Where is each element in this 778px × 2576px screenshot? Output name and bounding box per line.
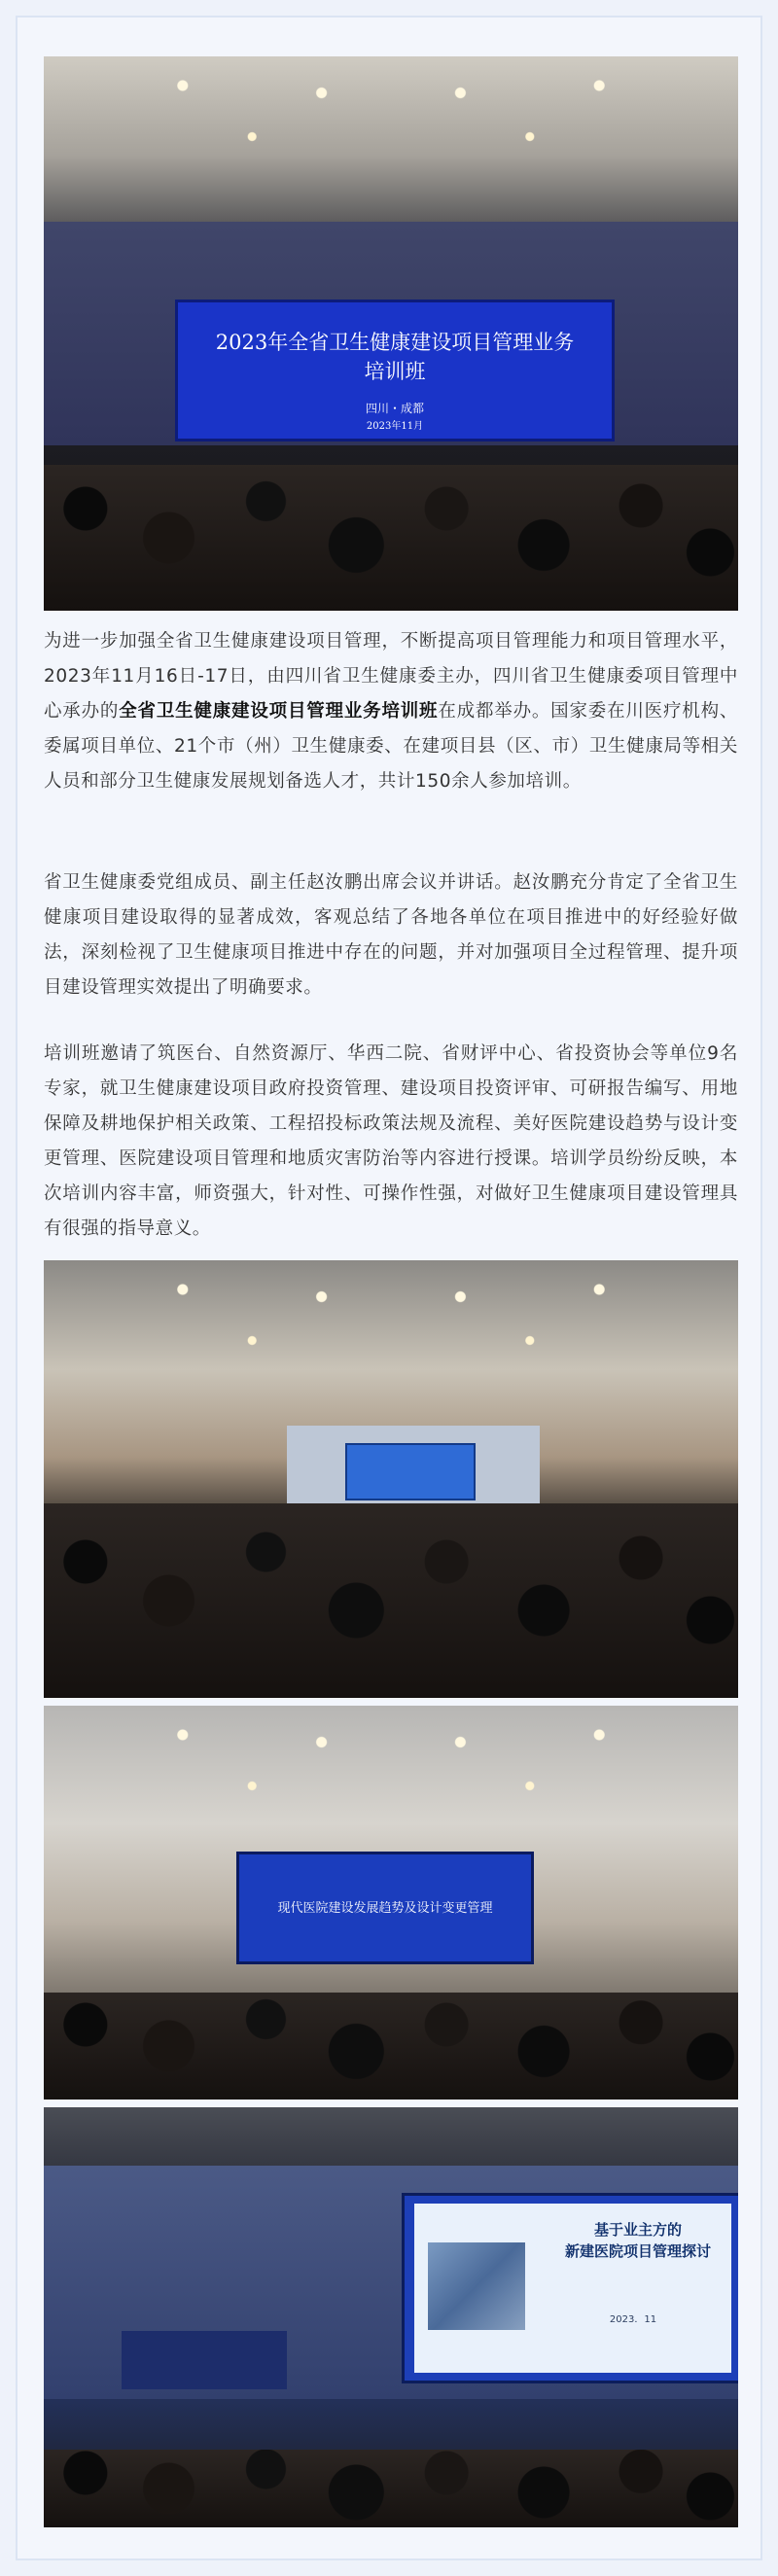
slide-title-line1: 基于业主方的 [593,2221,682,2239]
ceiling-lights [44,56,738,202]
wide-hall-photo [44,1260,738,1698]
ceiling-lights [44,1706,738,1852]
audience [44,465,738,611]
slide-date: 2023．11 [609,2314,657,2325]
banner-date: 2023年11月 [366,421,424,432]
banner-title-line2: 培训班 [364,360,426,383]
audience [44,2450,738,2527]
training-hall-photo [44,56,738,611]
slide-title-line2: 新建医院项目管理探讨 [564,2242,711,2260]
article-paragraph-1 [44,624,738,799]
presentation-screen [402,2193,738,2383]
stage-banner [175,300,615,441]
para1-lead: 为进一步加强全省卫生健康建设项目管理，不断提高项目管理能力和项目管理水平，2023年11月16日-17日，由四川省卫生健康委主办，四川省卫生健康委项目管理中心承办的 [44,631,738,722]
podium [122,2331,287,2389]
presentation-photo [44,2107,738,2527]
slide-title [550,2219,725,2262]
screen-title: 现代医院建设发展趋势及设计变更管理 [277,1901,493,1916]
banner-place: 四川・成都 [365,402,424,415]
audience [44,1503,738,1698]
hospital-rendering-image [428,2242,525,2330]
article-paragraph-2: 省卫生健康委党组成员、副主任赵汝鹏出席会议并讲话。赵汝鹏充分肯定了全省卫生健康项目建设取得的显著成效，客观总结了各地各单位在项目推进中的好经验好做法，深刻检视了卫生健康项目推进中存在的问题，并对加强项目全过程管理、提升项目建设管理实效提出了明确要求。 [44,872,738,998]
lecture-photo [44,1706,738,2100]
ceiling-lights [44,1260,738,1406]
para1-event-name: 全省卫生健康建设项目管理业务培训班 [119,701,439,722]
para1-tail: 在成都举办。国家委在川医疗机构、委属项目单位、21个市（州）卫生健康委、在建项目县（区、市）卫生健康局等相关人员和部分卫生健康发展规划备选人才，共计150余人参加培训。 [44,701,738,792]
banner-title [178,328,612,386]
stage-screen [345,1443,476,1500]
banner-title-line1: 2023年全省卫生健康建设项目管理业务 [215,331,575,354]
presentation-screen [236,1852,534,1964]
article-paragraph-3: 培训班邀请了筑医台、自然资源厅、华西二院、省财评中心、省投资协会等单位9名专家，就卫生健康建设项目政府投资管理、建设项目投资评审、可研报告编写、用地保障及耕地保护相关政策、工程招投标政策法规及流程、美好医院建设趋势与设计变更管理、医院建设项目管理和地质灾害防治等内容进行授课。培训学员纷纷反映，本次培训内容丰富，师资强大，针对性、可操作性强，对做好卫生健康项目建设管理具有很强的指导意义。 [44,1043,738,1239]
audience [44,1993,738,2100]
slide [414,2204,731,2373]
